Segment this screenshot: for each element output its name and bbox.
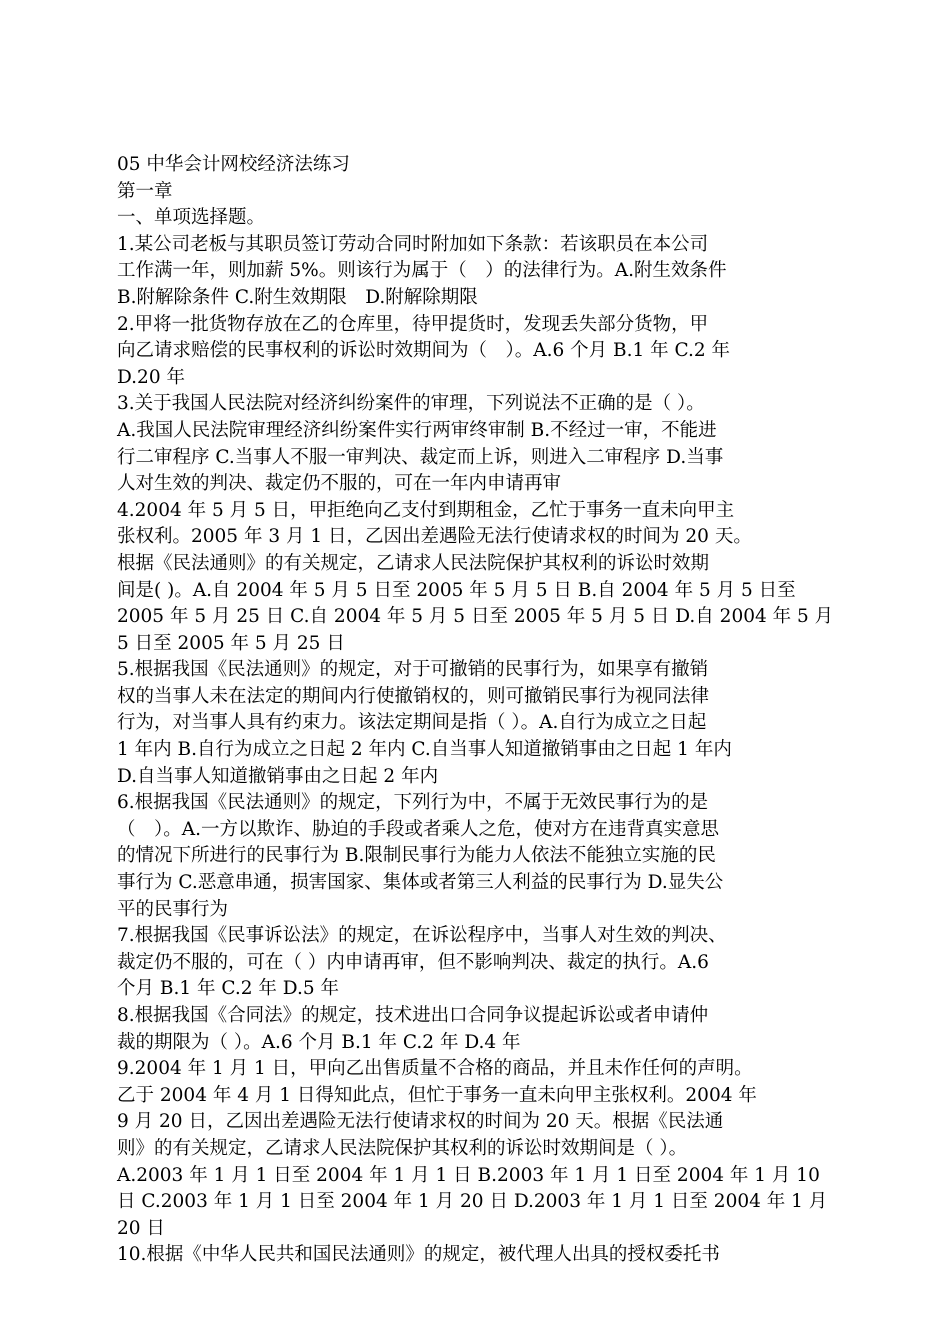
question-text-line: 5.根据我国《民法通则》的规定，对于可撤销的民事行为，如果享有撤销	[117, 659, 709, 681]
question-text-line: 人对生效的判决、裁定仍不服的，可在一年内申请再审	[117, 473, 562, 495]
question-text-line: 2.甲将一批货物存放在乙的仓库里，待甲提货时，发现丢失部分货物，甲	[117, 313, 709, 335]
question-text-line: 10.根据《中华人民共和国民法通则》的规定，被代理人出具的授权委托书	[117, 1244, 720, 1266]
question-text-line: 的情况下所进行的民事行为 B.限制民事行为能力人依法不能独立实施的民	[117, 845, 716, 867]
question-text-line: 9 月 20 日，乙因出差遇险无法行使请求权的时间为 20 天。根据《民法通	[117, 1111, 724, 1133]
question-text-line: 日 C.2003 年 1 月 1 日至 2004 年 1 月 20 日 D.2003 年 1 月 1 日至 2004 年 1 月	[117, 1191, 828, 1213]
question-text-line: （ ）。A.一方以欺诈、胁迫的手段或者乘人之危，使对方在违背真实意思	[117, 818, 719, 840]
question-text-line: 8.根据我国《合同法》的规定，技术进出口合同争议提起诉讼或者申请仲	[117, 1005, 709, 1026]
question-text-line: 张权利。2005 年 3 月 1 日，乙因出差遇险无法行使请求权的时间为 20 天。	[117, 526, 752, 548]
question-text-line: 向乙请求赔偿的民事权利的诉讼时效期间为（ ）。A.6 个月 B.1 年 C.2 年	[117, 340, 731, 362]
question-item	[117, 498, 851, 658]
document-body	[117, 152, 851, 1269]
question-item	[117, 657, 851, 790]
question-item	[117, 1056, 851, 1242]
question-text-line: D.20 年	[117, 366, 185, 388]
question-text-line: D.自当事人知道撤销事由之日起 2 年内	[117, 765, 439, 787]
question-text-line: 工作满一年，则加薪 5%。则该行为属于（ ）的法律行为。A.附生效条件	[117, 260, 727, 282]
question-text-line: A.2003 年 1 月 1 日至 2004 年 1 月 1 日 B.2003 年 1 月 1 日至 2004 年 1 月 10	[117, 1164, 820, 1186]
question-text-line: 裁定仍不服的，可在（ ）内申请再审，但不影响判决、裁定的执行。A.6	[117, 951, 709, 973]
question-item	[117, 923, 851, 1003]
question-text-line: 事行为 C.恶意串通，损害国家、集体或者第三人利益的民事行为 D.显失公	[117, 872, 724, 894]
question-text-line: 行二审程序 C.当事人不服一审判决、裁定而上诉，则进入二审程序 D.当事	[117, 446, 724, 468]
question-text-line: 20 日	[117, 1217, 165, 1239]
question-text-line: 根据《民法通则》的有关规定，乙请求人民法院保护其权利的诉讼时效期	[117, 552, 710, 574]
question-text-line: 1.某公司老板与其职员签订劳动合同时附加如下条款：若该职员在本公司	[117, 233, 709, 255]
question-text-line: 乙于 2004 年 4 月 1 日得知此点，但忙于事务一直未向甲主张权利。2004 年	[117, 1084, 757, 1106]
question-text-line: 1 年内 B.自行为成立之日起 2 年内 C.自当事人知道撤销事由之日起 1 年内	[117, 739, 732, 761]
document-title: 05 中华会计网校经济法练习	[117, 154, 350, 175]
chapter-heading: 第一章	[117, 180, 173, 202]
question-item	[117, 1003, 851, 1056]
section-heading: 一、单项选择题。	[117, 207, 266, 229]
question-text-line: 裁的期限为（ ）。A.6 个月 B.1 年 C.2 年 D.4 年	[117, 1031, 521, 1053]
question-item	[117, 790, 851, 923]
question-text-line: 间是( )。A.自 2004 年 5 月 5 日至 2005 年 5 月 5 日 B.自 2004 年 5 月 5 日至	[117, 579, 796, 601]
question-text-line: 6.根据我国《民法通则》的规定，下列行为中，不属于无效民事行为的是	[117, 792, 709, 814]
question-item	[117, 391, 851, 497]
question-text-line: 平的民事行为	[117, 898, 229, 920]
question-text-line: A.我国人民法院审理经济纠纷案件实行两审终审制 B.不经过一审，不能进	[117, 419, 717, 441]
question-text-line: 则》的有关规定，乙请求人民法院保护其权利的诉讼时效期间是（ ）。	[117, 1137, 688, 1159]
question-text-line: 7.根据我国《民事诉讼法》的规定，在诉讼程序中，当事人对生效的判决、	[117, 925, 727, 947]
question-text-line: 行为，对当事人具有约束力。该法定期间是指（ ）。A.自行为成立之日起	[117, 712, 707, 734]
question-text-line: 4.2004 年 5 月 5 日，甲拒绝向乙支付到期租金，乙忙于事务一直未向甲主	[117, 499, 735, 521]
question-text-line: 3.关于我国人民法院对经济纠纷案件的审理，下列说法不正确的是（ ）。	[117, 393, 705, 415]
question-text-line: 5 日至 2005 年 5 月 25 日	[117, 632, 345, 654]
question-text-line: B.附解除条件 C.附生效期限 D.附解除期限	[117, 286, 478, 308]
question-text-line: 权的当事人未在法定的期间内行使撤销权的，则可撤销民事行为视同法律	[117, 685, 710, 707]
question-item	[117, 312, 851, 392]
question-text-line: 个月 B.1 年 C.2 年 D.5 年	[117, 978, 340, 1000]
question-text-line: 9.2004 年 1 月 1 日，甲向乙出售质量不合格的商品，并且未作任何的声明。	[117, 1058, 753, 1080]
question-item	[117, 1242, 851, 1269]
question-item	[117, 232, 851, 312]
question-list	[117, 232, 851, 1269]
question-text-line: 2005 年 5 月 25 日 C.自 2004 年 5 月 5 日至 2005 年 5 月 5 日 D.自 2004 年 5 月	[117, 606, 834, 628]
